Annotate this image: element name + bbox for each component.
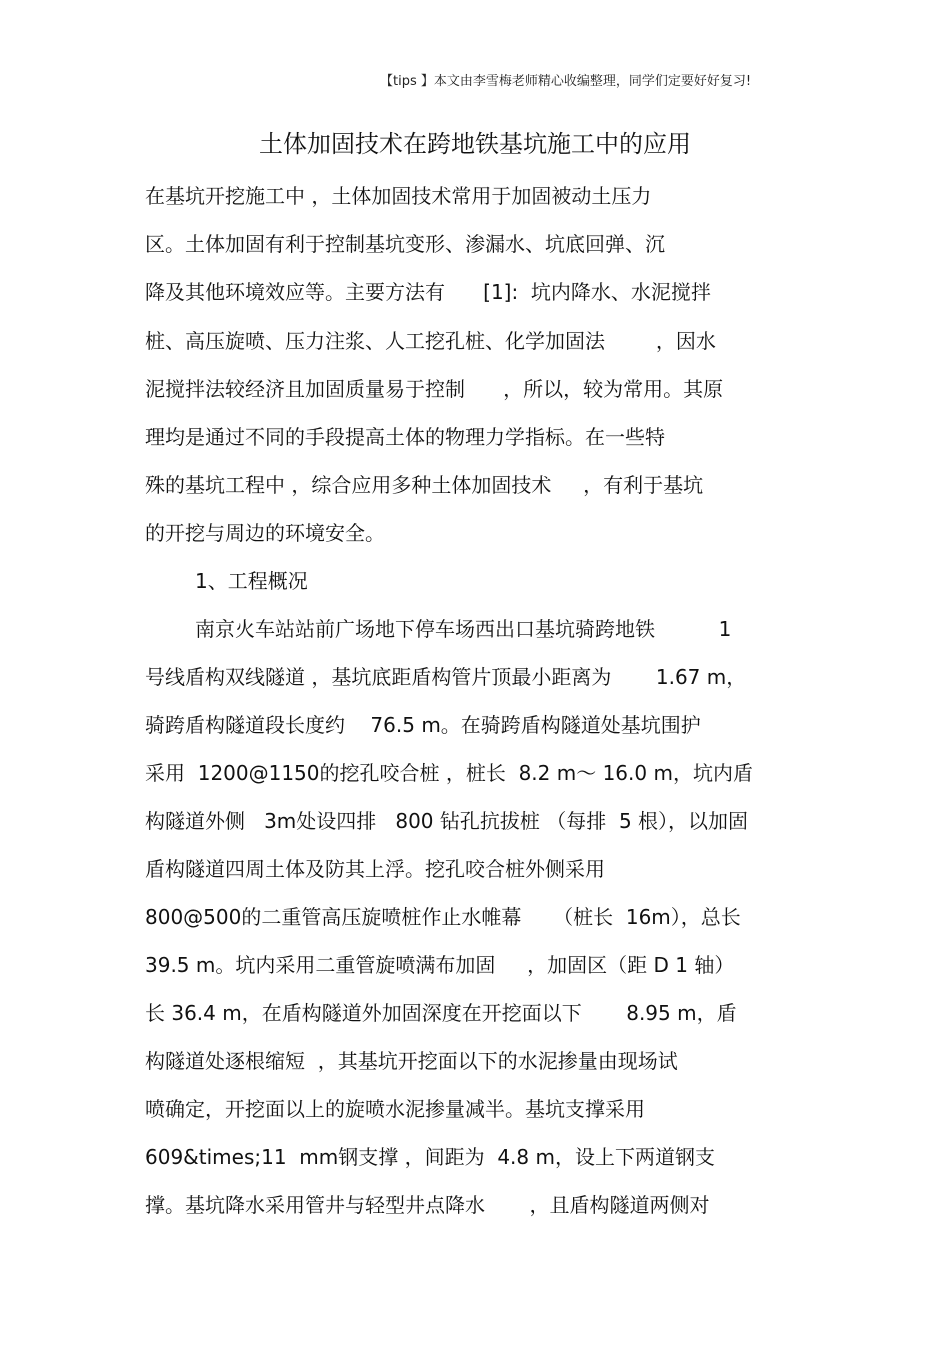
body-line: 撑。基坑降水采用管井与轻型井点降水 ，且盾构隧道两侧对 [145, 1193, 710, 1217]
body-line: 泥搅拌法较经济且加固质量易于控制 ，所以，较为常用。其原 [145, 377, 724, 401]
body-line: 长 36.4 m，在盾构隧道外加固深度在开挖面以下 8.95 m，盾 [145, 1001, 737, 1025]
body-line: 采用 1200@1150的挖孔咬合桩 ，桩长 8.2 m～ 16.0 m，坑内盾 [145, 761, 753, 785]
document-title: 土体加固技术在跨地铁基坑施工中的应用 [259, 130, 691, 158]
body-line: 殊的基坑工程中 ，综合应用多种土体加固技术 ，有利于基坑 [145, 473, 704, 497]
body-line: 骑跨盾构隧道段长度约 76.5 m。在骑跨盾构隧道处基坑围护 [145, 713, 701, 737]
body-line: 的开挖与周边的环境安全。 [145, 521, 385, 545]
body-line: 理均是通过不同的手段提高土体的物理力学指标。在一些特 [145, 425, 665, 449]
section-heading: 1、工程概况 [195, 569, 308, 593]
body-line: 构隧道外侧 3m处设四排 800 钻孔抗拔桩 （每排 5 根），以加固 [145, 809, 749, 833]
body-line: 在基坑开挖施工中 ，土体加固技术常用于加固被动土压力 [145, 184, 652, 208]
body-line: 609&times;11 mm钢支撑 ，间距为 4.8 m，设上下两道钢支 [145, 1145, 715, 1169]
body-line: 桩、高压旋喷、压力注浆、人工挖孔桩、化学加固法 ，因水 [145, 329, 716, 353]
body-line: 盾构隧道四周土体及防其上浮。挖孔咬合桩外侧采用 [145, 857, 605, 881]
header-tip-note: 【tips 】本文由李雪梅老师精心收编整理，同学们定要好好复习! [380, 74, 752, 89]
body-line: 800@500的二重管高压旋喷桩作止水帷幕 （桩长 16m），总长 [145, 905, 741, 929]
body-line: 区。土体加固有利于控制基坑变形、渗漏水、坑底回弹、沉 [145, 232, 665, 256]
body-line: 39.5 m。坑内采用二重管旋喷满布加固 ，加固区（距 D 1 轴） [145, 953, 735, 977]
body-line: 南京火车站站前广场地下停车场西出口基坑骑跨地铁 1 [195, 617, 732, 641]
body-line: 构隧道处逐根缩短 ，其基坑开挖面以下的水泥掺量由现场试 [145, 1049, 678, 1073]
body-line: 号线盾构双线隧道 ，基坑底距盾构管片顶最小距离为 1.67 m， [145, 665, 747, 689]
body-line: 降及其他环境效应等。主要方法有 [1]: 坑内降水、水泥搅拌 [145, 280, 711, 304]
body-line: 喷确定，开挖面以上的旋喷水泥掺量减半。基坑支撑采用 [145, 1097, 645, 1121]
